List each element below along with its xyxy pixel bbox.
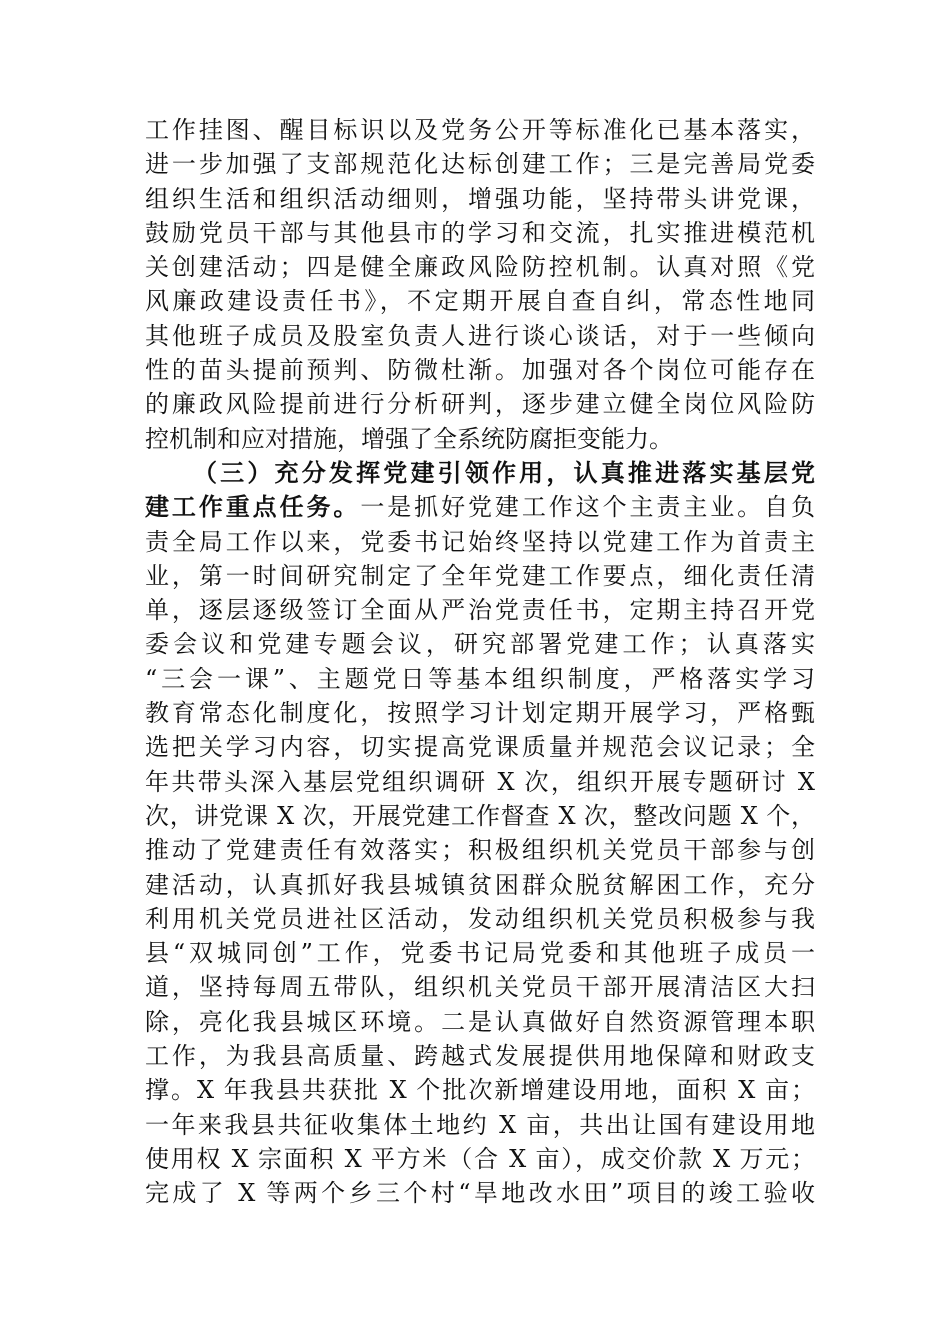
text-line-30: 一年来我县共征收集体土地约 X 亩，共出让国有建设用地	[145, 1110, 815, 1139]
text-line-20: 年共带头深入基层党组织调研 X 次，组织开展专题研讨 X	[145, 767, 815, 796]
text-line-1: 工作挂图、醒目标识以及党务公开等标准化已基本落实，	[145, 116, 815, 144]
text-line-19: 选把关学习内容，切实提高党课质量并规范会议记录；全	[145, 733, 815, 762]
text-line-8: 性的苗头提前预判、防微杜渐。加强对各个岗位可能存在	[145, 356, 815, 385]
section-heading-line: （三）充分发挥党建引领作用，认真推进落实基层党	[193, 457, 815, 487]
text-line-26: 道，坚持每周五带队，组织机关党员干部开展清洁区大扫	[145, 973, 815, 1002]
text-line-6: 风廉政建设责任书》，不定期开展自查自纠，常态性地同	[145, 287, 815, 316]
text-line-21: 次，讲党课 X 次，开展党建工作督查 X 次，整改问题 X 个，	[145, 801, 815, 830]
text-line-4: 鼓励党员干部与其他县市的学习和交流，扎实推进模范机	[145, 218, 815, 247]
document-body	[145, 113, 815, 1211]
text-line-15: 单，逐层逐级签订全面从严治党责任书，定期主持召开党	[145, 596, 815, 625]
text-line-13: 责全局工作以来，党委书记始终坚持以党建工作为首责主	[145, 527, 815, 556]
text-line-24: 利用机关党员进社区活动，发动组织机关党员积极参与我	[145, 904, 815, 933]
text-line-12: 建工作重点任务。一是抓好党建工作这个主责主业。自负	[145, 492, 815, 522]
text-line-9: 的廉政风险提前进行分析研判，逐步建立健全岗位风险防	[145, 390, 815, 419]
text-line-31: 使用权 X 宗面积 X 平方米（合 X 亩），成交价款 X 万元；	[145, 1144, 815, 1173]
text-line-16: 委会议和党建专题会议，研究部署党建工作；认真落实	[145, 630, 815, 659]
text-line-23: 建活动，认真抓好我县城镇贫困群众脱贫解困工作，充分	[145, 870, 815, 899]
text-line-7: 其他班子成员及股室负责人进行谈心谈话，对于一些倾向	[145, 321, 815, 350]
text-line-3: 组织生活和组织活动细则，增强功能，坚持带头讲党课，	[145, 184, 815, 213]
text-line-5: 关创建活动；四是健全廉政风险防控机制。认真对照《党	[145, 253, 815, 282]
text-line-22: 推动了党建责任有效落实；积极组织机关党员干部参与创	[145, 836, 815, 865]
text-line-17: “三会一课”、主题党日等基本组织制度，严格落实学习	[145, 664, 815, 693]
text-line-28: 工作，为我县高质量、跨越式发展提供用地保障和财政支	[145, 1042, 815, 1071]
text-line-29: 撑。X 年我县共获批 X 个批次新增建设用地，面积 X 亩；	[145, 1076, 815, 1105]
text-line-18: 教育常态化制度化，按照学习计划定期开展学习，严格甄	[145, 699, 815, 728]
text-line-14: 业，第一时间研究制定了全年党建工作要点，细化责任清	[145, 561, 815, 590]
text-line-32: 完成了 X 等两个乡三个村“旱地改水田”项目的竣工验收	[145, 1179, 815, 1208]
text-line-10: 控机制和应对措施，增强了全系统防腐拒变能力。	[145, 424, 673, 453]
text-line-2: 进一步加强了支部规范化达标创建工作；三是完善局党委	[145, 150, 815, 179]
text-line-25: 县“双城同创”工作，党委书记局党委和其他班子成员一	[145, 939, 815, 968]
text-line-27: 除，亮化我县城区环境。二是认真做好自然资源管理本职	[145, 1007, 815, 1036]
